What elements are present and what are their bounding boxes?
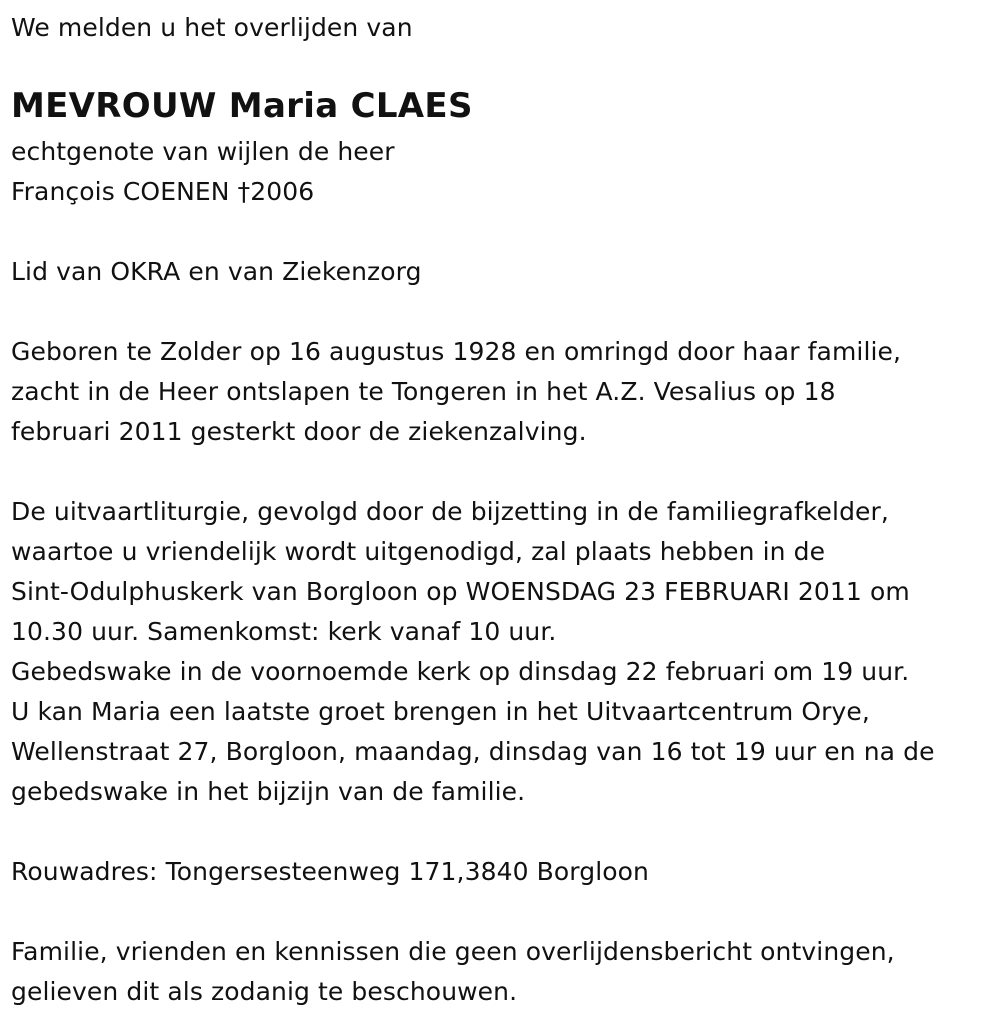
paragraph-line: februari 2011 gesterkt door de ziekenzalving. [11, 417, 587, 446]
paragraph-line: Wellenstraat 27, Borgloon, maandag, dinsdag van 16 tot 19 uur en na de [11, 737, 935, 766]
spouse-line-1: echtgenote van wijlen de heer [11, 137, 395, 166]
funeral-paragraph [11, 492, 1000, 812]
mourning-address: Rouwadres: Tongersesteenweg 171,3840 Borgloon [11, 857, 649, 886]
paragraph-line: waartoe u vriendelijk wordt uitgenodigd, zal plaats hebben in de [11, 537, 826, 566]
spacer [11, 812, 1000, 852]
spacer [11, 452, 1000, 492]
paragraph-line: zacht in de Heer ontslapen te Tongeren in het A.Z. Vesalius op 18 [11, 377, 836, 406]
paragraph-line: gelieven dit als zodanig te beschouwen. [11, 977, 518, 1006]
paragraph-line: Sint-Odulphuskerk van Borgloon op WOENSDAG 23 FEBRUARI 2011 om [11, 577, 910, 606]
deceased-name: MEVROUW Maria CLAES [11, 86, 473, 126]
intro-text: We melden u het overlijden van [11, 13, 413, 42]
paragraph-line: 10.30 uur. Samenkomst: kerk vanaf 10 uur. [11, 617, 557, 646]
paragraph-line: gebedswake in het bijzijn van de familie. [11, 777, 526, 806]
birth-death-paragraph [11, 332, 1000, 452]
spouse-line-2: François COENEN †2006 [11, 177, 315, 206]
spacer [11, 212, 1000, 252]
paragraph-line: Gebedswake in de voornoemde kerk op dinsdag 22 februari om 19 uur. [11, 657, 910, 686]
membership-text: Lid van OKRA en van Ziekenzorg [11, 257, 422, 286]
paragraph-line: Geboren te Zolder op 16 augustus 1928 en omringd door haar familie, [11, 337, 902, 366]
spacer [11, 292, 1000, 332]
paragraph-line: U kan Maria een laatste groet brengen in het Uitvaartcentrum Orye, [11, 697, 870, 726]
spacer [11, 892, 1000, 932]
paragraph-line: Familie, vrienden en kennissen die geen overlijdensbericht ontvingen, [11, 937, 895, 966]
paragraph-line: De uitvaartliturgie, gevolgd door de bijzetting in de familiegrafkelder, [11, 497, 889, 526]
closing-paragraph [11, 932, 1000, 1012]
